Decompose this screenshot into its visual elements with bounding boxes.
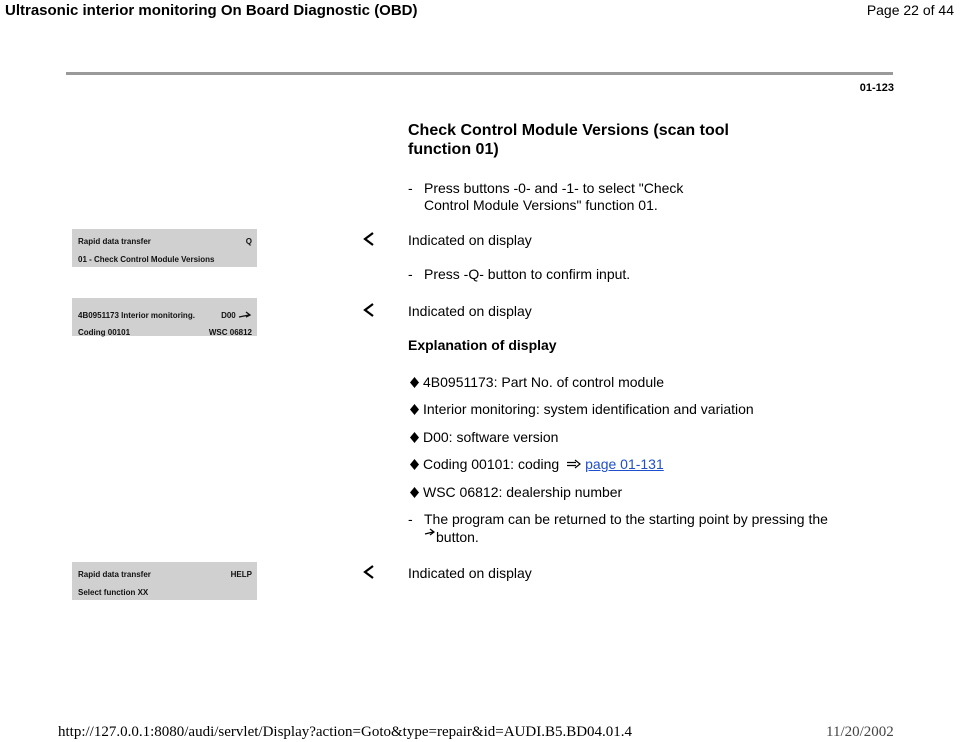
- page-link[interactable]: page 01-131: [585, 456, 664, 472]
- list-item: WSC 06812: dealership number: [410, 484, 622, 500]
- double-arrow-right-icon: [567, 459, 581, 469]
- dash-marker: -: [408, 180, 413, 196]
- display2-left: 4B0951173 Interior monitoring.: [78, 311, 195, 321]
- list-item: 4B0951173: Part No. of control module: [410, 374, 664, 390]
- intro-text-line1: Press buttons -0- and -1- to select "Check: [424, 180, 684, 196]
- arrow-right-icon: [238, 310, 252, 322]
- display1-line2: 01 - Check Control Module Versions: [78, 255, 215, 264]
- intro-step: [408, 180, 728, 214]
- scan-tool-display-2: [72, 298, 257, 336]
- display3-left: Rapid data transfer: [78, 570, 151, 579]
- display2-line2-left: Coding 00101: [78, 328, 131, 337]
- explanation-heading: Explanation of display: [408, 337, 557, 353]
- display1-right: Q: [245, 237, 252, 246]
- indicated-label-3: Indicated on display: [408, 565, 532, 581]
- list-item: Coding 00101: coding page 01-131: [410, 456, 664, 472]
- display1-left: Rapid data transfer: [78, 237, 151, 246]
- page-indicator: Page 22 of 44: [866, 2, 954, 18]
- dash-marker: -: [408, 266, 413, 282]
- chevron-left-icon: [363, 303, 375, 317]
- chevron-left-icon: [363, 232, 375, 246]
- diamond-bullet-icon: [410, 404, 419, 415]
- footer-url: http://127.0.0.1:8080/audi/servlet/Display?action=Goto&type=repair&id=AUDI.B5.BD04.01.4: [58, 724, 633, 740]
- section-heading: Check Control Module Versions (scan tool function 01): [408, 122, 729, 158]
- display2-right: D00: [221, 311, 236, 321]
- chevron-left-icon: [363, 565, 375, 579]
- footer-date: 11/20/2002: [826, 724, 894, 740]
- indicated-label-1: Indicated on display: [408, 232, 532, 248]
- diamond-bullet-icon: [410, 377, 419, 388]
- indicated-label-2: Indicated on display: [408, 303, 532, 319]
- diamond-bullet-icon: [410, 432, 419, 443]
- dash-marker: -: [408, 511, 413, 527]
- display3-line2: Select function XX: [78, 588, 149, 597]
- document-title: Ultrasonic interior monitoring On Board Diagnostic (OBD): [5, 2, 418, 19]
- confirm-step: [408, 266, 630, 283]
- confirm-instruction: Press -Q- button to confirm input.: [424, 266, 631, 282]
- display2-line2-right: WSC 06812: [208, 328, 252, 337]
- diamond-bullet-icon: [410, 459, 419, 470]
- return-note: [408, 511, 878, 546]
- intro-text-line2: Control Module Versions" function 01.: [424, 197, 658, 213]
- note-line1: The program can be returned to the starting point by pressing the: [424, 511, 828, 527]
- list-item: D00: software version: [410, 429, 558, 445]
- diamond-bullet-icon: [410, 487, 419, 498]
- display3-right: HELP: [230, 570, 252, 579]
- note-line2: button.: [436, 529, 479, 545]
- header-rule: [66, 72, 893, 75]
- scan-tool-display-1: [72, 229, 257, 267]
- section-page-number: 01-123: [859, 82, 894, 94]
- list-item: Interior monitoring: system identification and variation: [410, 401, 754, 417]
- arrow-right-icon: [424, 528, 436, 538]
- scan-tool-display-3: [72, 562, 257, 600]
